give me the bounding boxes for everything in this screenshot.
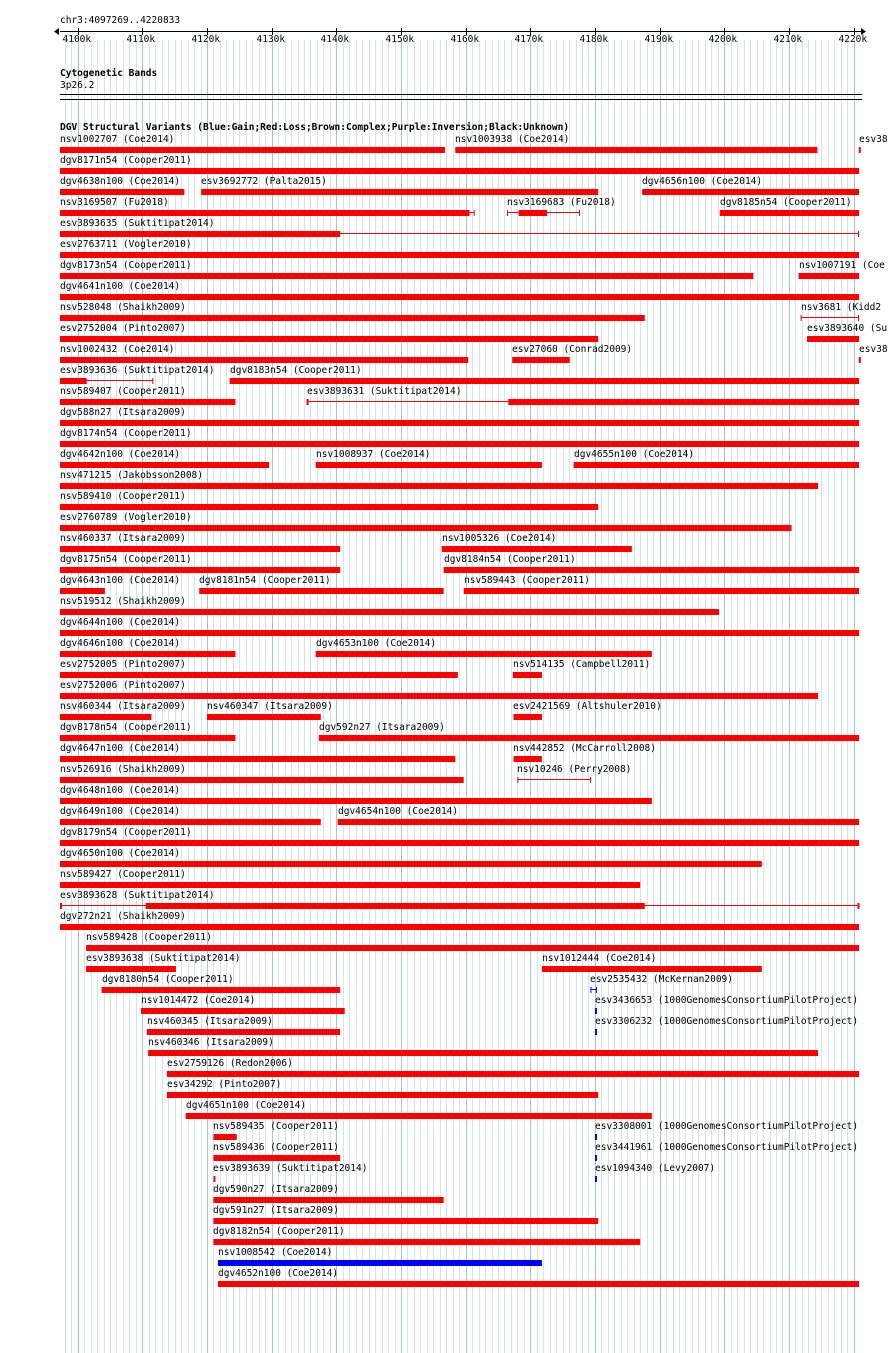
variant-bar <box>513 714 541 720</box>
variant-bar <box>60 525 792 531</box>
variant-label[interactable]: esv3893628 (Suktitipat2014) <box>60 890 215 901</box>
variant-label[interactable]: esv3893639 (Suktitipat2014) <box>213 1163 368 1174</box>
variant-label[interactable]: dgv4638n100 (Coe2014) <box>60 176 181 187</box>
variant-label[interactable]: nsv460346 (Itsara2009) <box>148 1037 274 1048</box>
variant-label[interactable]: nsv1002707 (Coe2014) <box>60 134 175 145</box>
variant-label[interactable]: nsv589428 (Cooper2011) <box>86 932 212 943</box>
variant-bar <box>60 861 762 867</box>
variant-label[interactable]: dgv8185n54 (Cooper2011) <box>720 197 852 208</box>
variant-label[interactable]: dgv8180n54 (Cooper2011) <box>102 974 234 985</box>
variant-label[interactable]: nsv1007191 (Coe <box>799 260 885 271</box>
ruler-tick-label: 4110k <box>126 34 156 45</box>
variant-bar <box>207 714 321 720</box>
variant-bar <box>595 1029 597 1035</box>
variant-label[interactable]: nsv460344 (Itsara2009) <box>60 701 186 712</box>
variant-label[interactable]: dgv4642n100 (Coe2014) <box>60 449 181 460</box>
variant-label[interactable]: esv2763711 (Vogler2010) <box>60 239 192 250</box>
variant-bar <box>60 399 235 405</box>
variant-bar <box>60 609 719 615</box>
variant-bar <box>60 756 455 762</box>
variant-label[interactable]: nsv3169683 (Fu2018) <box>507 197 616 208</box>
variant-label[interactable]: nsv519512 (Shaikh2009) <box>60 596 186 607</box>
location-label: chr3:4097269..4220833 <box>60 15 181 26</box>
variant-label[interactable]: dgv588n27 (Itsara2009) <box>60 407 186 418</box>
variant-label[interactable]: nsv526916 (Shaikh2009) <box>60 764 186 775</box>
variant-bar <box>595 1155 597 1161</box>
variant-bar <box>316 651 652 657</box>
variant-bar <box>60 651 235 657</box>
variant-label[interactable]: dgv8173n54 (Cooper2011) <box>60 260 192 271</box>
variant-label[interactable]: nsv589435 (Cooper2011) <box>213 1121 339 1132</box>
variant-bar <box>60 294 859 300</box>
variant-label[interactable]: esv38 <box>859 344 888 355</box>
variant-bar <box>60 714 151 720</box>
cytoband-name: 3p26.2 <box>60 80 95 91</box>
variant-bar <box>595 1008 597 1014</box>
variant-bar <box>60 147 445 153</box>
variant-bar <box>60 735 235 741</box>
variant-bar <box>60 504 598 510</box>
variant-label[interactable]: nsv514135 (Campbell2011) <box>513 659 651 670</box>
variant-label[interactable]: esv2752004 (Pinto2007) <box>60 323 186 334</box>
variant-bar <box>455 147 817 153</box>
variant-label[interactable]: nsv1008937 (Coe2014) <box>316 449 431 460</box>
variant-label[interactable]: nsv589407 (Cooper2011) <box>60 386 186 397</box>
variant-bar <box>513 672 542 678</box>
variant-label[interactable]: dgv4653n100 (Coe2014) <box>316 638 437 649</box>
variant-label[interactable]: dgv591n27 (Itsara2009) <box>213 1205 339 1216</box>
variant-label[interactable]: dgv8179n54 (Cooper2011) <box>60 827 192 838</box>
variant-label[interactable]: esv2760789 (Vogler2010) <box>60 512 192 523</box>
variant-label[interactable]: esv3441961 (1000GenomesConsortiumPilotProject) <box>595 1142 859 1153</box>
variant-label[interactable]: dgv4650n100 (Coe2014) <box>60 848 181 859</box>
variant-label[interactable]: dgv4644n100 (Coe2014) <box>60 617 181 628</box>
variant-label[interactable]: esv2421569 (Altshuler2010) <box>513 701 662 712</box>
variant-bar <box>807 336 859 342</box>
variant-label[interactable]: dgv8171n54 (Cooper2011) <box>60 155 192 166</box>
variant-bar <box>213 1218 598 1224</box>
variant-label[interactable]: dgv4652n100 (Coe2014) <box>218 1268 339 1279</box>
variant-label[interactable]: nsv589427 (Cooper2011) <box>60 869 186 880</box>
variant-label[interactable]: esv3893640 (Su <box>807 323 888 334</box>
variant-label[interactable]: dgv590n27 (Itsara2009) <box>213 1184 339 1195</box>
variant-label[interactable]: nsv10246 (Perry2008) <box>517 764 632 775</box>
variant-label[interactable]: esv3893631 (Suktitipat2014) <box>307 386 462 397</box>
variant-bar <box>508 399 859 405</box>
variant-label[interactable]: dgv8178n54 (Cooper2011) <box>60 722 192 733</box>
variant-label[interactable]: nsv460345 (Itsara2009) <box>147 1016 273 1027</box>
variant-bar <box>147 1029 340 1035</box>
ruler-tick-label: 4200k <box>708 34 738 45</box>
variant-label[interactable]: nsv1005326 (Coe2014) <box>442 533 557 544</box>
ruler-tick-label: 4210k <box>773 34 803 45</box>
variant-label[interactable]: nsv589436 (Cooper2011) <box>213 1142 339 1153</box>
ruler-tick-label: 4120k <box>191 34 221 45</box>
ruler-tick-label: 4130k <box>256 34 286 45</box>
variant-bar <box>86 945 859 951</box>
ruler-tick-label: 4160k <box>450 34 480 45</box>
variant-label[interactable]: nsv528048 (Shaikh2009) <box>60 302 186 313</box>
variant-bar <box>60 378 87 384</box>
variant-bar <box>799 273 859 279</box>
variant-label[interactable]: nsv1012444 (Coe2014) <box>542 953 657 964</box>
variant-bar <box>60 210 470 216</box>
variant-bar <box>141 1008 345 1014</box>
variant-label[interactable]: nsv1014472 (Coe2014) <box>141 995 256 1006</box>
variant-bar <box>60 798 652 804</box>
variant-label[interactable]: esv3893635 (Suktitipat2014) <box>60 218 215 229</box>
variant-bar <box>513 756 541 762</box>
variant-bar <box>213 1155 340 1161</box>
variant-label[interactable]: dgv4651n100 (Coe2014) <box>186 1100 307 1111</box>
variant-label[interactable]: esv2535432 (McKernan2009) <box>590 974 733 985</box>
variant-label[interactable]: dgv4649n100 (Coe2014) <box>60 806 181 817</box>
variant-bar <box>60 462 269 468</box>
variant-bar <box>316 462 542 468</box>
variant-bar <box>512 357 570 363</box>
variant-label[interactable]: esv3893636 (Suktitipat2014) <box>60 365 215 376</box>
variant-label[interactable]: dgv592n27 (Itsara2009) <box>319 722 445 733</box>
variant-bar <box>60 483 818 489</box>
variant-bar <box>60 357 468 363</box>
variant-bar <box>542 966 762 972</box>
variant-bar <box>60 546 340 552</box>
variant-label[interactable]: dgv4656n100 (Coe2014) <box>642 176 763 187</box>
ruler-tick-label: 4140k <box>320 34 350 45</box>
variant-bar <box>642 189 859 195</box>
variant-bar <box>218 1260 542 1266</box>
variant-bar <box>338 819 859 825</box>
variant-bar <box>60 924 859 930</box>
variant-label[interactable]: esv3692772 (Palta2015) <box>201 176 327 187</box>
variant-label[interactable]: dgv4654n100 (Coe2014) <box>338 806 459 817</box>
variant-label[interactable]: dgv4646n100 (Coe2014) <box>60 638 181 649</box>
variant-bar <box>60 819 321 825</box>
variant-bar <box>60 777 464 783</box>
variant-label[interactable]: nsv1008542 (Coe2014) <box>218 1247 333 1258</box>
ruler-tick-label: 4220k <box>838 34 868 45</box>
variant-label[interactable]: dgv4641n100 (Coe2014) <box>60 281 181 292</box>
variant-label[interactable]: nsv3169507 (Fu2018) <box>60 197 169 208</box>
variant-bar <box>60 189 184 195</box>
variant-label[interactable]: nsv3681 (Kidd2 <box>801 302 882 313</box>
variant-bar <box>148 1050 818 1056</box>
variant-bar <box>720 210 859 216</box>
variant-bar <box>319 735 859 741</box>
variant-label[interactable]: esv3893638 (Suktitipat2014) <box>86 953 241 964</box>
variant-bar <box>213 1176 215 1182</box>
variant-label[interactable]: nsv1002432 (Coe2014) <box>60 344 175 355</box>
variant-bar <box>60 273 753 279</box>
variant-bar <box>213 1197 443 1203</box>
variant-bar <box>574 462 859 468</box>
variant-label[interactable]: nsv471215 (Jakobsson2008) <box>60 470 203 481</box>
variant-bar <box>213 1239 640 1245</box>
variant-label[interactable]: dgv4647n100 (Coe2014) <box>60 743 181 754</box>
variant-label[interactable]: esv38 <box>859 134 888 145</box>
variant-label[interactable]: esv2752006 (Pinto2007) <box>60 680 186 691</box>
variant-bar <box>213 1134 236 1140</box>
variant-bar <box>86 966 176 972</box>
variant-bar <box>442 546 632 552</box>
ruler-arrow-left <box>54 28 59 35</box>
variant-label[interactable]: esv3306232 (1000GenomesConsortiumPilotProject) <box>595 1016 859 1027</box>
variant-bar <box>60 567 340 573</box>
variant-bar <box>464 588 859 594</box>
variant-label[interactable]: dgv8183n54 (Cooper2011) <box>230 365 362 376</box>
variant-label[interactable]: nsv589410 (Cooper2011) <box>60 491 186 502</box>
variant-bar <box>595 1134 597 1140</box>
variant-label[interactable]: dgv8184n54 (Cooper2011) <box>444 554 576 565</box>
variant-label[interactable]: nsv1003938 (Coe2014) <box>455 134 570 145</box>
variant-bar <box>102 987 341 993</box>
variant-bar <box>60 588 105 594</box>
variant-label[interactable]: esv2752005 (Pinto2007) <box>60 659 186 670</box>
variant-bar <box>167 1071 859 1077</box>
ruler-tick-label: 4170k <box>514 34 544 45</box>
variant-bar <box>60 336 598 342</box>
variant-bar <box>444 567 859 573</box>
variant-bar <box>60 168 859 174</box>
variant-bar <box>60 231 340 237</box>
variant-bar <box>60 840 859 846</box>
variant-label[interactable]: dgv8181n54 (Cooper2011) <box>199 575 331 586</box>
ruler-tick-label: 4180k <box>579 34 609 45</box>
variant-bar <box>859 147 861 153</box>
ruler-tick-label: 4190k <box>644 34 674 45</box>
variant-bar <box>199 588 443 594</box>
variant-bar <box>60 693 818 699</box>
variant-bar <box>859 357 861 363</box>
variant-label[interactable]: nsv442852 (McCarroll2008) <box>513 743 656 754</box>
variant-label[interactable]: nsv460347 (Itsara2009) <box>207 701 333 712</box>
variant-bar <box>60 672 458 678</box>
dgv-track-title: DGV Structural Variants (Blue:Gain;Red:Loss;Brown:Complex;Purple:Inversion;Black:Unknown) <box>60 122 570 133</box>
variant-bar <box>218 1281 859 1287</box>
variant-label[interactable]: dgv272n21 (Shaikh2009) <box>60 911 186 922</box>
variant-bar <box>595 1176 597 1182</box>
variant-bar <box>60 315 645 321</box>
variant-bar <box>230 378 859 384</box>
variant-bar <box>60 630 859 636</box>
variant-label[interactable]: esv3308001 (1000GenomesConsortiumPilotProject) <box>595 1121 859 1132</box>
variant-bar <box>146 903 645 909</box>
variant-label[interactable]: nsv589443 (Cooper2011) <box>464 575 590 586</box>
variant-bar <box>60 420 859 426</box>
variant-label[interactable]: dgv8182n54 (Cooper2011) <box>213 1226 345 1237</box>
variant-bar <box>186 1113 652 1119</box>
variant-label[interactable]: dgv4643n100 (Coe2014) <box>60 575 181 586</box>
variant-label[interactable]: esv34292 (Pinto2007) <box>167 1079 282 1090</box>
variant-label[interactable]: dgv8175n54 (Cooper2011) <box>60 554 192 565</box>
ruler-tick-label: 4150k <box>385 34 415 45</box>
variant-bar <box>60 441 859 447</box>
variant-label[interactable]: esv1094340 (Levy2007) <box>595 1163 716 1174</box>
variant-label[interactable]: dgv8174n54 (Cooper2011) <box>60 428 192 439</box>
variant-bar <box>60 252 859 258</box>
variant-bar <box>167 1092 598 1098</box>
variant-bar <box>60 882 640 888</box>
variant-bar <box>201 189 598 195</box>
variant-label[interactable]: esv2759126 (Redon2006) <box>167 1058 293 1069</box>
cytoband-track-title: Cytogenetic Bands <box>60 68 158 79</box>
variant-label[interactable]: nsv460337 (Itsara2009) <box>60 533 186 544</box>
variant-label[interactable]: esv3436653 (1000GenomesConsortiumPilotProject) <box>595 995 859 1006</box>
variant-label[interactable]: dgv4655n100 (Coe2014) <box>574 449 695 460</box>
ruler-tick-label: 4100k <box>62 34 92 45</box>
variant-label[interactable]: dgv4648n100 (Coe2014) <box>60 785 181 796</box>
variant-label[interactable]: esv27060 (Conrad2009) <box>512 344 633 355</box>
variant-bar <box>519 210 547 216</box>
